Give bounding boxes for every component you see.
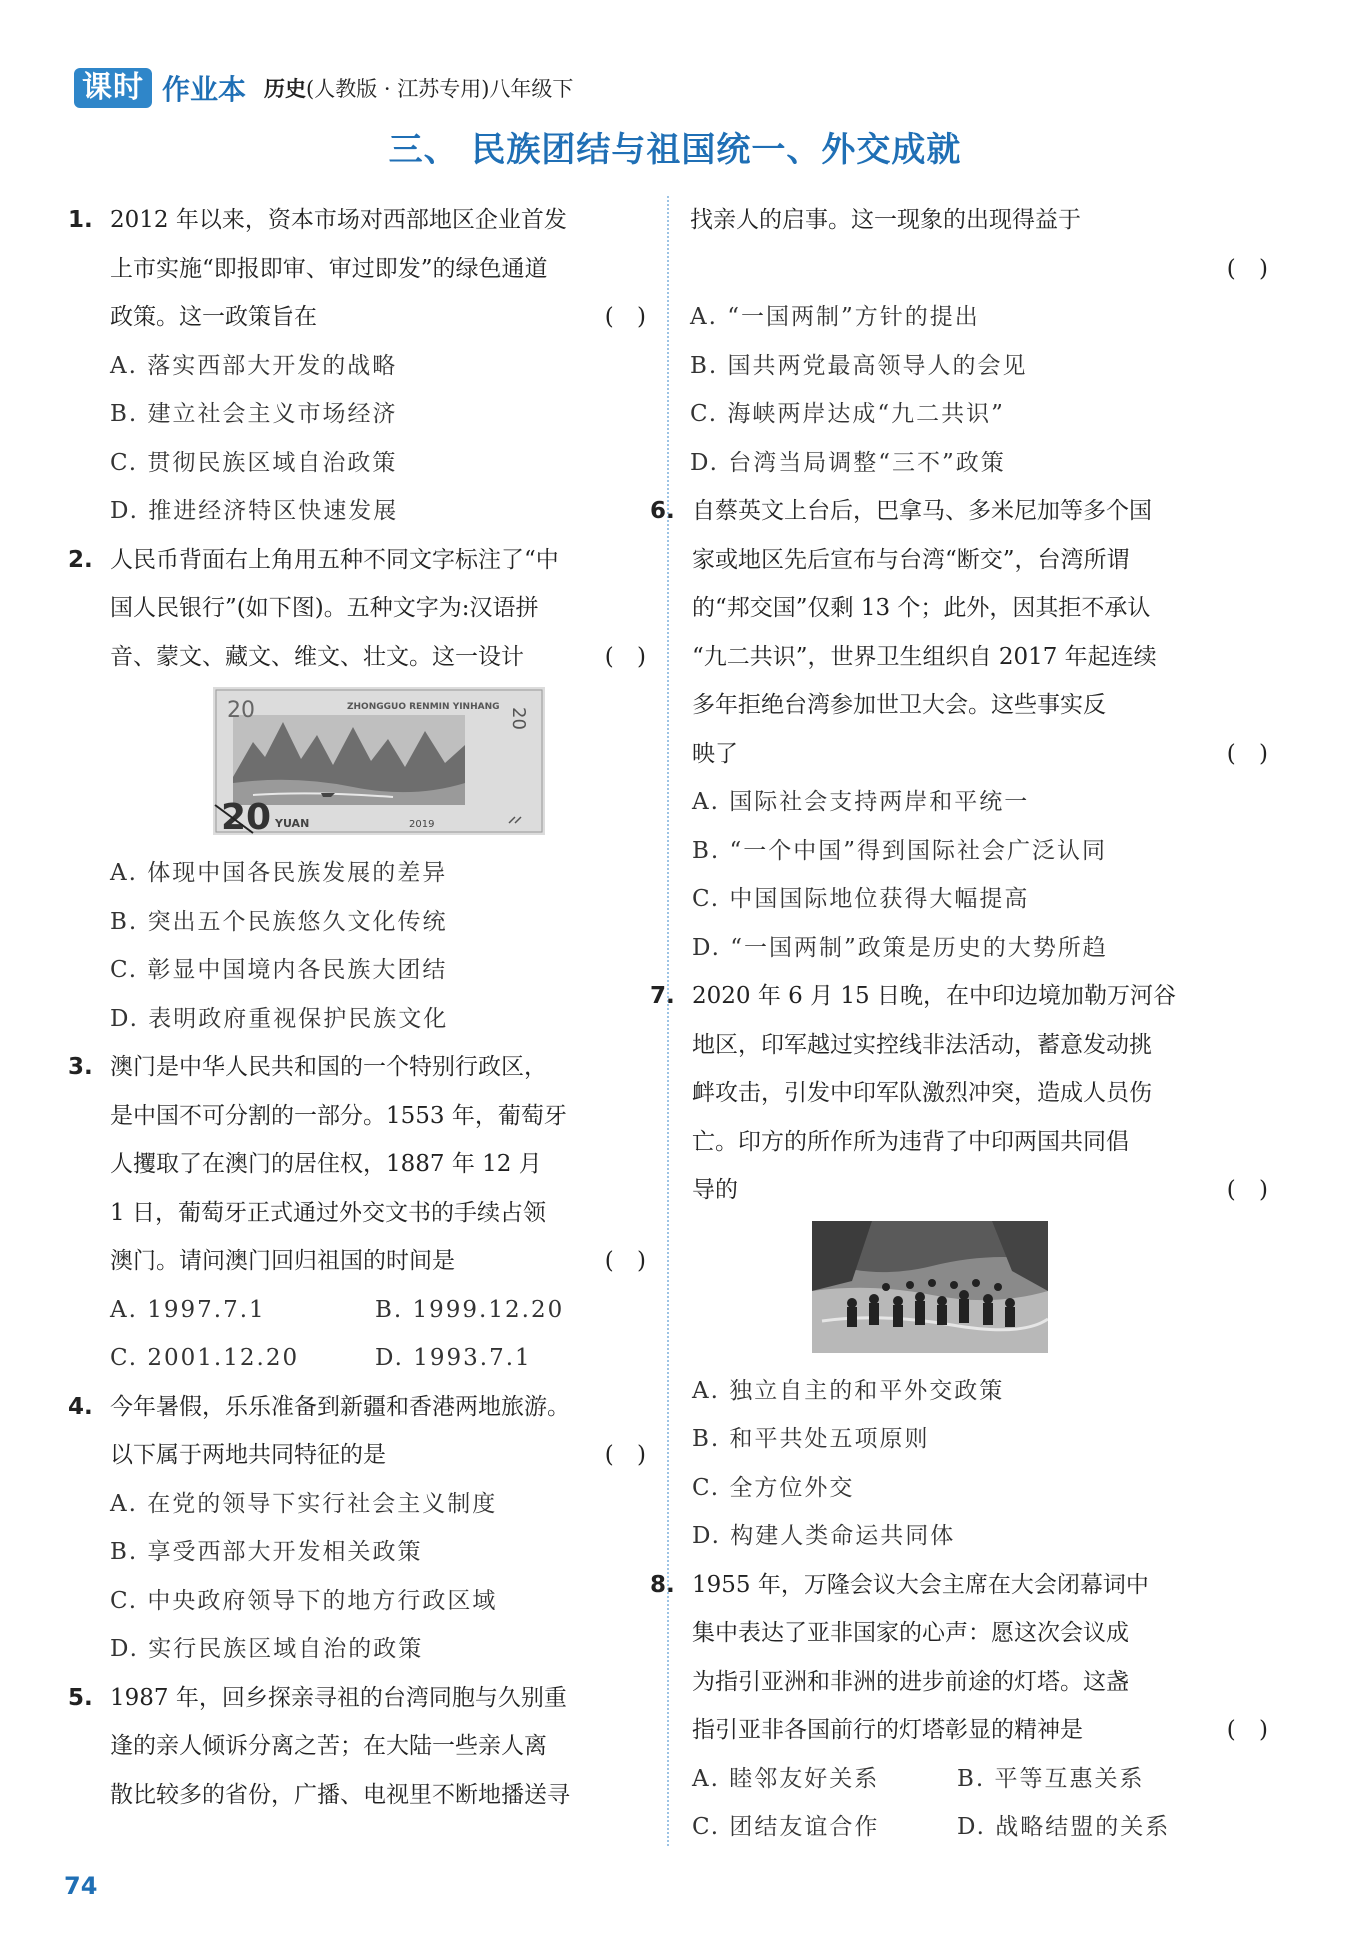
question-text: 以下属于两地共同特征的是 [110,1442,386,1468]
answer-bracket: ( ) [1226,740,1276,767]
option-b: B. 突出五个民族悠久文化传统 [110,908,448,935]
question-number: 1. [68,207,93,233]
option-b: B. “一个中国”得到国际社会广泛认同 [692,837,1108,864]
option-c: C. 中央政府领导下的地方行政区域 [110,1587,498,1614]
book-edition: (人教版 · 江苏专用)八年级下 [306,77,574,101]
question-text: 多年拒绝台湾参加世卫大会。这些事实反 [692,692,1106,718]
question-number: 7. [650,983,675,1009]
question-number: 8. [650,1571,675,1598]
option-c: C. 团结友谊合作 [692,1814,880,1840]
question-text: 集中表达了亚非国家的心声：愿这次会议成 [692,1620,1129,1646]
answer-bracket: ( ) [604,1248,654,1274]
question-text: 上市实施“即报即审、审过即发”的绿色通道 [110,255,548,282]
option-b: B. 国共两党最高领导人的会见 [690,352,1028,379]
option-d: D. 战略结盟的关系 [957,1814,1171,1840]
question-4 [68,1383,658,1674]
option-a: A. 睦邻友好关系 [692,1765,880,1792]
option-c: C. 海峡两岸达成“九二共识” [690,401,1005,427]
answer-bracket: ( ) [1226,255,1276,282]
question-number: 4. [68,1393,93,1420]
question-5-continued [690,196,1280,487]
question-text: 澳门是中华人民共和国的一个特别行政区， [110,1054,547,1080]
option-c: C. 彰显中国境内各民族大团结 [110,957,448,983]
option-c: C. 贯彻民族区域自治政策 [110,449,398,476]
option-b: B. 平等互惠关系 [957,1765,1145,1792]
answer-bracket: ( ) [604,643,654,670]
left-column [68,196,658,1819]
option-d: D. 构建人类命运共同体 [692,1523,956,1549]
question-text: 2020 年 6 月 15 日晚，在中印边境加勒万河谷 [692,983,1176,1009]
question-text: 人攫取了在澳门的居住权，1887 年 12 月 [110,1151,542,1177]
question-text: 散比较多的省份，广播、电视里不断地播送寻 [110,1781,570,1808]
answer-bracket: ( ) [1226,1177,1276,1203]
question-text: 1955 年，万隆会议大会主席在大会闭幕词中 [692,1571,1149,1598]
option-d: D. 台湾当局调整“三不”政策 [690,449,1006,476]
option-b: B. 1999.12.20 [375,1296,565,1323]
banknote-value-top: 20 [227,698,255,723]
question-text: 人民币背面右上角用五种不同文字标注了“中 [110,546,559,573]
banknote-value-side: 20 [508,707,529,730]
page-number: 74 [64,1872,98,1900]
question-text: 澳门。请问澳门回归祖国的时间是 [110,1248,455,1274]
option-b: B. 享受西部大开发相关政策 [110,1539,423,1565]
question-number: 5. [68,1684,93,1711]
option-a: A. 独立自主的和平外交政策 [692,1377,1005,1404]
answer-bracket: ( ) [604,1442,654,1468]
border-conflict-photo [812,1221,1048,1353]
answer-bracket: ( ) [604,304,654,330]
option-a: A. 在党的领导下实行社会主义制度 [110,1490,498,1517]
question-2 [68,536,658,1044]
question-text: 亡。印方的所作所为违背了中印两国共同倡 [692,1128,1129,1155]
question-text: 的“邦交国”仅剩 13 个；此外，因其拒不承认 [692,595,1151,621]
question-1 [68,196,658,536]
question-number: 6. [650,498,675,524]
banknote-image [213,687,545,835]
option-c: C. 全方位外交 [692,1474,855,1501]
question-text: 指引亚非各国前行的灯塔彰显的精神是 [692,1717,1083,1743]
banknote-pinyin: ZHONGGUO RENMIN YINHANG [347,702,500,712]
option-a: A. 1997.7.1 [110,1296,266,1323]
option-a: A. 落实西部大开发的战略 [110,352,398,379]
answer-bracket: ( ) [1226,1717,1276,1743]
question-number: 2. [68,546,93,573]
page-header [74,66,573,110]
banknote-yuan: YUAN [275,817,310,830]
question-text: 1987 年，回乡探亲寻祖的台湾同胞与久别重 [110,1684,567,1711]
option-a: A. 国际社会支持两岸和平统一 [692,789,1030,815]
option-c: C. 中国国际地位获得大幅提高 [692,886,1030,912]
question-text: 衅攻击，引发中印军队激烈冲突，造成人员伤 [692,1080,1152,1106]
book-brand: 作业本 [162,73,247,106]
option-a: A. 体现中国各民族发展的差异 [110,860,448,886]
option-b: B. 建立社会主义市场经济 [110,401,398,427]
banknote-value-bottom: 20 [221,797,272,835]
question-5 [68,1674,658,1820]
question-text: 是中国不可分割的一部分。1553 年，葡萄牙 [110,1102,567,1129]
option-d: D. 表明政府重视保护民族文化 [110,1005,449,1032]
book-logo: 课时 [74,68,152,108]
question-6 [650,487,1280,972]
option-a: A. “一国两制”方针的提出 [690,304,980,330]
question-text: 自蔡英文上台后，巴拿马、多米尼加等多个国 [692,498,1152,524]
question-8 [650,1561,1280,1852]
right-column [650,196,1280,1852]
option-c: C. 2001.12.20 [110,1345,300,1371]
question-text: “九二共识”，世界卫生组织自 2017 年起连续 [692,643,1157,670]
option-d: D. 推进经济特区快速发展 [110,498,399,524]
book-subject: 历史 [264,76,307,101]
question-7 [650,972,1280,1561]
option-d: D. 实行民族区域自治的政策 [110,1636,424,1662]
question-text: 映了 [692,740,738,767]
question-text: 政策。这一政策旨在 [110,304,317,330]
question-text: 家或地区先后宣布与台湾“断交”，台湾所谓 [692,546,1130,573]
question-text: 国人民银行”(如下图)。五种文字为:汉语拼 [110,595,539,621]
option-d: D. “一国两制”政策是历史的大势所趋 [692,934,1108,961]
question-text: 逢的亲人倾诉分离之苦；在大陆一些亲人离 [110,1733,547,1759]
question-text: 导的 [692,1177,738,1203]
book-info [264,73,573,103]
question-3 [68,1043,658,1383]
question-text: 2012 年以来，资本市场对西部地区企业首发 [110,207,567,233]
question-text: 1 日，葡萄牙正式通过外交文书的手续占领 [110,1199,546,1226]
question-text: 地区，印军越过实控线非法活动，蓄意发动挑 [692,1031,1152,1058]
question-text: 找亲人的启事。这一现象的出现得益于 [690,207,1081,233]
question-text: 音、蒙文、藏文、维文、壮文。这一设计 [110,643,524,670]
question-text: 为指引亚洲和非洲的进步前途的灯塔。这盏 [692,1668,1129,1695]
option-d: D. 1993.7.1 [375,1345,532,1371]
banknote-year: 2019 [409,819,435,830]
question-text: 今年暑假，乐乐准备到新疆和香港两地旅游。 [110,1393,570,1420]
question-number: 3. [68,1054,93,1080]
section-title: 三、 民族团结与祖国统一、外交成就 [388,130,962,170]
option-b: B. 和平共处五项原则 [692,1426,930,1452]
